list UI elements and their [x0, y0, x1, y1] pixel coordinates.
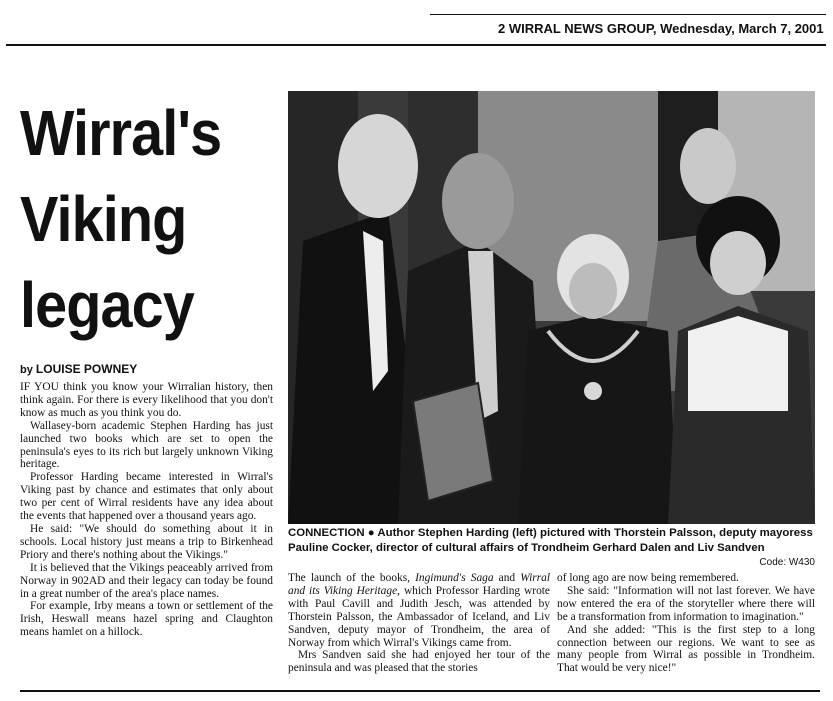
paragraph: of long ago are now being remembered. — [557, 572, 739, 584]
page-folio — [498, 21, 824, 36]
paragraph: Professor Harding became interested in Wirral's Viking past by chance and estimates that only about two per cent of Wirral residents have any idea about the events that happened over a thousand years ago. — [20, 471, 273, 523]
article-column-2 — [288, 572, 550, 675]
book-title-2: Wirral and its Viking Heritage — [288, 572, 550, 597]
byline-author: LOUISE POWNEY — [35, 362, 138, 376]
page-number: 2 — [498, 21, 506, 36]
paragraph-text: , which Professor Harding wrote with Paul Cavill and Judith Jesch, was attended by Thorstein Palsson, the Ambassador of Iceland, and Liv Sandven, deputy mayor of Trondheim, the area of Norway from which Wirral's Vikings came from. — [288, 584, 550, 649]
publication-name: WIRRAL NEWS GROUP, — [508, 21, 657, 36]
paragraph: And she added: "This is the first step to a long connection between our regions. We want to see as many people from Wirral as possible in Trondheim. That would be very nice!" — [557, 623, 815, 675]
folio-rule — [6, 44, 826, 46]
article-column-3 — [557, 572, 815, 675]
paragraph: IF YOU think you know your Wirralian history, then think again. For there is every likelihood that you don't know as much as you think you do. — [20, 381, 273, 419]
article-column-1 — [20, 381, 273, 639]
headline-line-3: legacy — [20, 269, 194, 341]
bottom-rule — [20, 690, 820, 692]
photo-caption — [288, 526, 815, 556]
headline — [20, 90, 256, 348]
paragraph: For example, Irby means a town or settlement of the Irish, Heswall means hazel spring and Claughton means hamlet on a hillock. — [20, 600, 273, 639]
book-title-1: Ingimund's Saga — [415, 572, 494, 584]
headline-line-2: Viking — [20, 183, 187, 255]
paragraph: Wallasey-born academic Stephen Harding has just launched two books which are set to open the peninsula's eyes to its rich but largely unknown Viking heritage. — [20, 419, 273, 471]
paragraph-text: The launch of the books, — [288, 572, 416, 584]
photo-code: Code: W430 — [759, 557, 815, 568]
news-photo — [288, 91, 815, 524]
paragraph: He said: "We should do something about it in schools. Local history just means a trip to Birkenhead Priory and there's nothing about the Vikings." — [20, 522, 273, 561]
paragraph: It is believed that the Vikings peaceably arrived from Norway in 902AD and their legacy can today be found in a great number of the area's place names. — [20, 561, 273, 600]
paragraph: Mrs Sandven said she had enjoyed her tour of the peninsula and was pleased that the stories — [288, 649, 550, 675]
paragraph: She said: "Information will not last forever. We have now entered the era of the storyteller where there will be a transformation from information to imagination." — [557, 584, 815, 623]
photo-illustration — [288, 91, 815, 524]
byline — [20, 362, 137, 376]
caption-text: Author Stephen Harding (left) pictured with Thorstein Palsson, deputy mayoress Pauline Cocker, director of cultural affairs of Trondheim Gerhard Dalen and Liv Sandven — [288, 527, 813, 554]
caption-bullet: ● — [367, 527, 375, 539]
top-rule — [430, 14, 826, 15]
byline-prefix: by — [20, 364, 33, 376]
paragraph-text: and — [493, 572, 521, 584]
publication-date: Wednesday, March 7, 2001 — [660, 21, 824, 36]
caption-lead: CONNECTION — [288, 527, 365, 539]
paragraph — [288, 572, 550, 649]
headline-line-1: Wirral's — [20, 97, 222, 169]
